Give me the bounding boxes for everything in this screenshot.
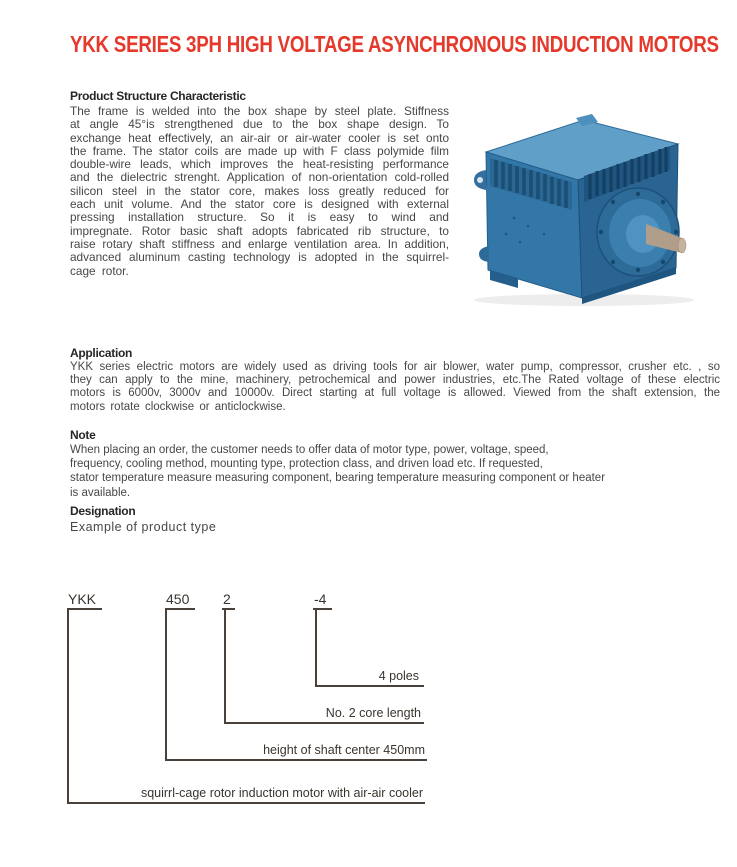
diagram-connector-line bbox=[315, 685, 424, 687]
section-product-structure bbox=[70, 90, 449, 278]
page-title: YKK SERIES 3PH HIGH VOLTAGE ASYNCHRONOUS INDUCTION MOTORS bbox=[70, 31, 719, 57]
designation-subtitle: Example of product type bbox=[70, 520, 217, 534]
diagram-code-2: 2 bbox=[222, 592, 235, 610]
product-structure-body: The frame is welded into the box shape by steel plate. Stiffness at angle 45°is strengthened due to the box shape design. To exchange heat effectively, an air-air or air-water cooler is set onto the frame. The stator coils are made up with F class polymide film double-wire leads, which improves the heat-resisting performance and the dielectric strenght. Application of non-orientation cold-rolled silicon steel in the stator core, makes loss greatly reduced for each unit volume. And the stator core is designed with external pressing installation structure. So it is easy to wind and impregnate. Rotor basic shaft adopts fabricated rib structure, to raise rotary shaft stiffness and enlarge ventilation area. In addition, advanced aluminum casting technology is adopted in the squirrel-cage rotor. bbox=[70, 104, 449, 278]
motor-illustration bbox=[456, 110, 728, 310]
application-heading: Application bbox=[70, 346, 133, 360]
designation-diagram bbox=[0, 585, 737, 830]
section-designation bbox=[70, 505, 216, 534]
diagram-meaning-poles: 4 poles bbox=[378, 669, 419, 683]
diagram-meaning-shaft-height: height of shaft center 450mm bbox=[263, 743, 425, 757]
diagram-connector-line bbox=[67, 609, 69, 804]
designation-heading: Designation bbox=[70, 504, 136, 518]
diagram-connector-line bbox=[165, 759, 427, 761]
note-line: stator temperature measure measuring component, bearing temperature measuring component or heater bbox=[70, 472, 606, 485]
section-application bbox=[70, 347, 720, 414]
diagram-meaning-motor-type: squirrl-cage rotor induction motor with air-air cooler bbox=[140, 786, 423, 800]
section-note bbox=[70, 429, 737, 500]
diagram-code-450: 450 bbox=[165, 592, 195, 610]
note-line: When placing an order, the customer needs to offer data of motor type, power, voltage, speed, bbox=[70, 444, 549, 456]
note-line: frequency, cooling method, mounting type, protection class, and driven load etc. If requested, bbox=[70, 458, 543, 471]
note-heading: Note bbox=[70, 428, 96, 442]
product-structure-heading: Product Structure Characteristic bbox=[70, 89, 246, 103]
diagram-connector-line bbox=[165, 609, 167, 761]
diagram-connector-line bbox=[224, 722, 424, 724]
diagram-meaning-core-length: No. 2 core length bbox=[325, 706, 421, 720]
diagram-connector-line bbox=[67, 802, 425, 804]
diagram-code-4: -4 bbox=[313, 592, 332, 610]
diagram-code-ykk: YKK bbox=[67, 592, 102, 610]
note-line: is available. bbox=[70, 486, 131, 499]
application-body: YKK series electric motors are widely used as driving tools for air blower, water pump, compressor, crusher etc. , so they can apply to the mine, machinery, petrochemical and power industries, etc.The Rated voltage of these electric motors is 6000v, 3000v and 10000v. Direct starting at full voltage is allowed. Viewed from the shaft extension, the motors rotate clockwise or anticlockwise. bbox=[70, 361, 720, 413]
motor-photo bbox=[456, 110, 728, 310]
